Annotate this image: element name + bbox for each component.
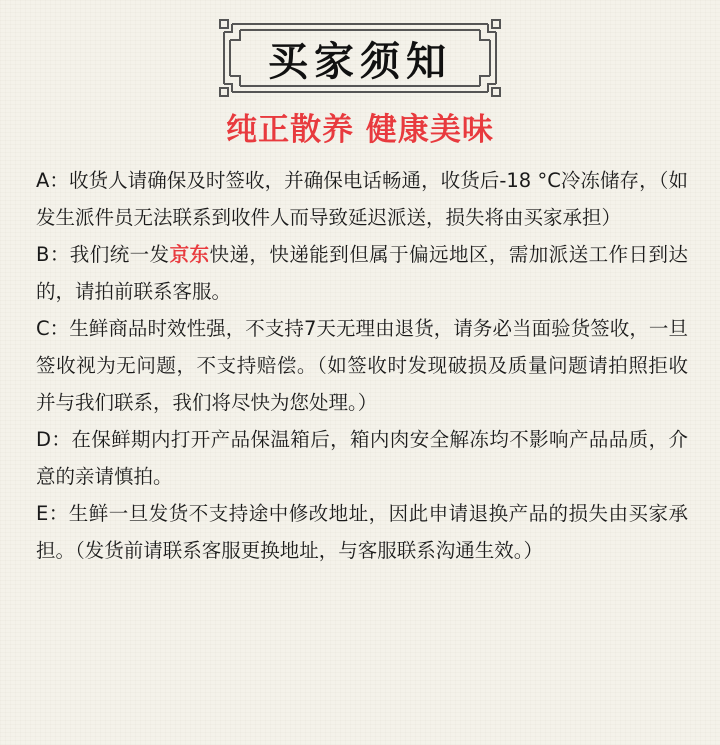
notice-b-suffix: 快递，快递能到但属于偏远地区，需加派送工作日到达的，请拍前联系客服。 xyxy=(36,243,688,303)
title-frame xyxy=(218,18,502,98)
notice-b-prefix: B：我们统一发 xyxy=(36,243,170,266)
page-subtitle: 纯正散养 健康美味 xyxy=(226,112,494,148)
notice-item-c: C：生鲜商品时效性强，不支持7天无理由退货，请务必当面验货签收，一旦签收视为无问题，不支持赔偿。（如签收时发现破损及质量问题请拍照拒收并与我们联系，我们将尽快为您处理。） xyxy=(36,317,688,414)
notice-item-d: D：在保鲜期内打开产品保温箱后，箱内肉安全解冻均不影响产品品质，介意的亲请慎拍。 xyxy=(36,428,688,488)
notice-item-e: E：生鲜一旦发货不支持途中修改地址，因此申请退换产品的损失由买家承担。（发货前请联系客服更换地址，与客服联系沟通生效。） xyxy=(36,502,688,562)
notice-item-a: A：收货人请确保及时签收，并确保电话畅通，收货后-18 °C冷冻储存，（如发生派件员无法联系到收件人而导致延迟派送，损失将由买家承担） xyxy=(36,169,688,229)
page-title: 买家须知 xyxy=(268,37,452,85)
notice-list xyxy=(36,162,688,569)
notice-item-b xyxy=(36,236,688,310)
courier-brand: 京东 xyxy=(169,243,210,266)
